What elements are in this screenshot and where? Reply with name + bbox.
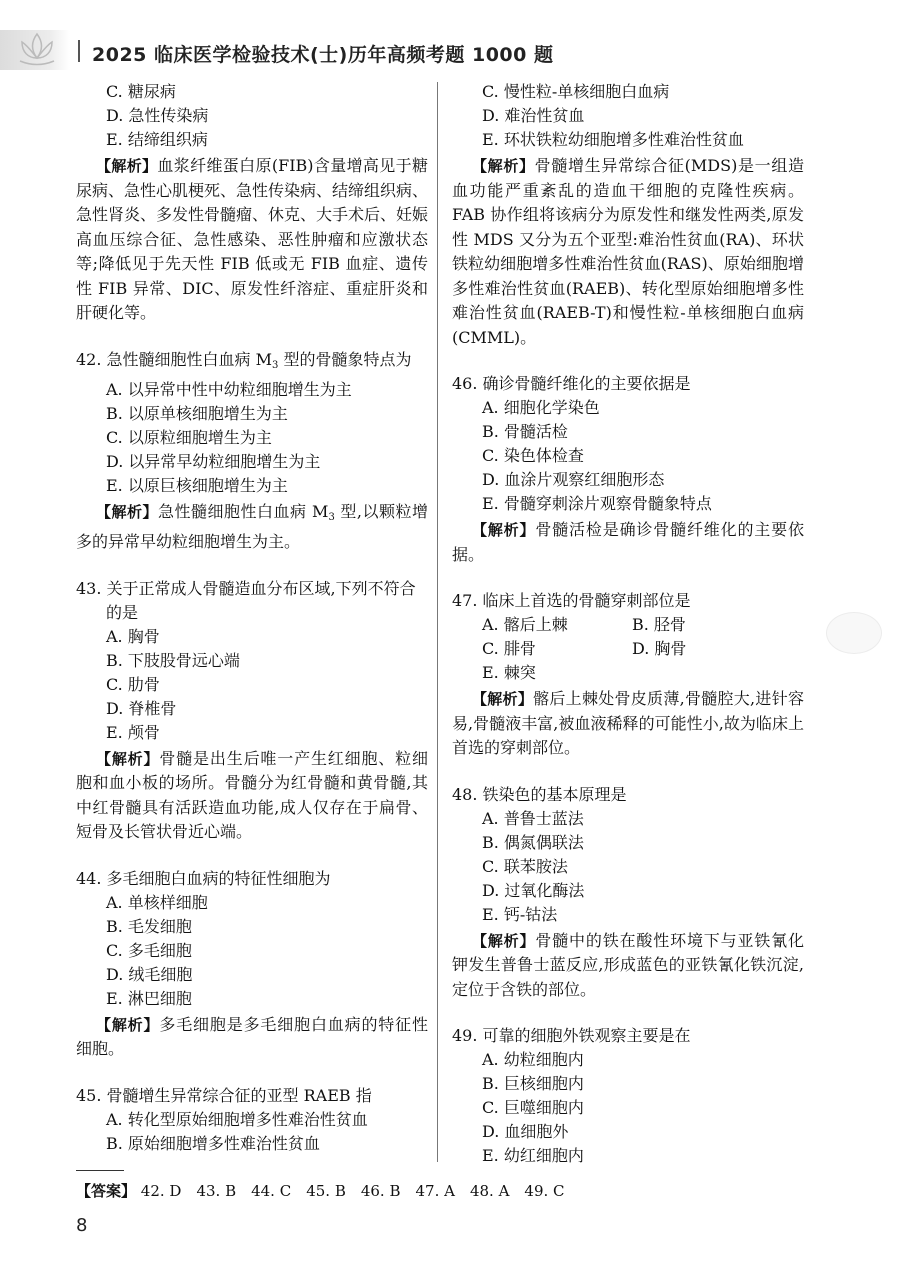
question-stem: 44. 多毛细胞白血病的特征性细胞为 xyxy=(76,868,331,888)
analysis-text: 急性髓细胞性白血病 M xyxy=(158,501,329,521)
analysis-text: 骨髓是出生后唯一产生红细胞、粒细胞和血小板的场所。骨髓分为红骨髓和黄骨髓,其中红骨髓具有活跃造血功能,成人仅存在于扁骨、短骨及长管状骨近心端。 xyxy=(76,748,428,841)
option-row xyxy=(452,637,804,661)
analysis-label: 【解析】 xyxy=(472,521,536,539)
option-c: C. 多毛细胞 xyxy=(106,940,192,960)
option-d: D. 脊椎骨 xyxy=(106,698,177,718)
question-44 xyxy=(76,867,428,1062)
answer-key-text: 42. D 43. B 44. C 45. B 46. B 47. A 48. A 49. C xyxy=(140,1182,565,1200)
question-stem: 48. 铁染色的基本原理是 xyxy=(452,784,627,804)
analysis xyxy=(452,154,804,350)
header-divider xyxy=(78,40,80,62)
question-stem: 46. 确诊骨髓纤维化的主要依据是 xyxy=(452,374,691,393)
book-title: 2025 临床医学检验技术(士)历年高频考题 1000 题 xyxy=(92,44,554,66)
analysis-text: 骨髓活检是确诊骨髓纤维化的主要依据。 xyxy=(452,520,804,564)
option-a: A. 幼粒细胞内 xyxy=(482,1050,584,1069)
option-b: B. 巨核细胞内 xyxy=(482,1074,584,1093)
option-a: A. 细胞化学染色 xyxy=(482,398,600,417)
stem-subscript: 3 xyxy=(272,359,279,371)
analysis-label: 【解析】 xyxy=(96,1015,160,1034)
option-e: E. 环状铁粒幼细胞增多性难治性贫血 xyxy=(482,130,744,149)
footnote-rule xyxy=(76,1170,124,1171)
stem-part: 型的骨髓象特点为 xyxy=(278,349,412,369)
option-b: B. 毛发细胞 xyxy=(106,916,192,936)
analysis-text: 骨髓增生异常综合征(MDS)是一组造血功能严重紊乱的造血干细胞的克隆性疾病。FAB 协作组将该病分为原发性和继发性两类,原发性 MDS 又分为五个亚型:难治性贫血(RA)、环状铁粒幼细胞增多性难治性贫血(RAS)、原始细胞增多性难治性贫血(RAEB)、转化型原始细胞增多性难治性贫血(RAEB-T)和慢性粒-单核细胞白血病(CMML)。 xyxy=(452,156,804,347)
analysis-label: 【解析】 xyxy=(472,931,536,950)
stem-part: 42. 急性髓细胞性白血病 M xyxy=(76,349,273,369)
analysis-label: 【解析】 xyxy=(472,690,534,708)
analysis xyxy=(452,929,804,1003)
option-b: B. 原始细胞增多性难治性贫血 xyxy=(106,1133,320,1153)
page-header xyxy=(0,0,900,78)
option-a: A. 胸骨 xyxy=(106,626,160,646)
option-a: A. 髂后上棘 xyxy=(482,615,568,634)
analysis xyxy=(76,747,428,845)
option-e: E. 颅骨 xyxy=(106,722,160,742)
option-a: A. 转化型原始细胞增多性难治性贫血 xyxy=(106,1109,368,1129)
option-e: E. 棘突 xyxy=(482,663,536,682)
option-d: D. 绒毛细胞 xyxy=(106,964,193,984)
analysis-label: 【解析】 xyxy=(96,749,160,768)
question-45 xyxy=(76,1084,428,1156)
analysis-text: 血浆纤维蛋白原(FIB)含量增高见于糖尿病、急性心肌梗死、急性传染病、结缔组织病、急性肾炎、多发性骨髓瘤、休克、大手术后、妊娠高血压综合征、急性感染、恶性肿瘤和应激状态等;降低见于先天性 FIB 低或无 FIB 血症、遗传性 FIB 异常、DIC、原发性纤溶症、重症肝炎和肝硬化等。 xyxy=(76,156,429,322)
option-d: D. 过氧化酶法 xyxy=(482,880,585,900)
option-b: B. 下肢股骨远心端 xyxy=(106,650,240,670)
option-a: A. 普鲁士蓝法 xyxy=(482,808,584,828)
option-e: E. 骨髓穿刺涂片观察骨髓象特点 xyxy=(482,494,712,513)
question-48 xyxy=(452,783,804,1003)
option-d: D. 胸骨 xyxy=(632,639,687,658)
analysis-text: 型,以颗粒增多的异常早幼粒细胞增生为主。 xyxy=(76,501,428,551)
option-e: E. 幼红细胞内 xyxy=(482,1146,584,1165)
question-42 xyxy=(76,348,428,555)
column-divider xyxy=(437,82,438,1162)
question-41-tail xyxy=(76,80,428,326)
option-c: C. 以原粒细胞增生为主 xyxy=(106,427,272,447)
option-d: D. 以异常早幼粒细胞增生为主 xyxy=(106,451,321,471)
option-row xyxy=(452,613,804,637)
option-b: B. 以原单核细胞增生为主 xyxy=(106,403,288,423)
question-45-continued xyxy=(452,80,804,350)
option-e: E. 淋巴细胞 xyxy=(106,988,192,1008)
page-number: 8 xyxy=(76,1215,88,1236)
option-c: C. 糖尿病 xyxy=(106,82,176,101)
analysis xyxy=(76,500,428,555)
left-column xyxy=(76,80,428,1172)
analysis-label: 【解析】 xyxy=(96,157,158,175)
option-d: D. 血涂片观察红细胞形态 xyxy=(482,470,665,489)
option-e: E. 钙-钴法 xyxy=(482,904,558,924)
analysis xyxy=(76,1013,428,1062)
lotus-logo-icon xyxy=(14,28,60,68)
analysis-text: 骨髓中的铁在酸性环境下与亚铁氰化钾发生普鲁士蓝反应,形成蓝色的亚铁氰化铁沉淀,定位于含铁的部位。 xyxy=(452,930,804,999)
question-49 xyxy=(452,1024,804,1168)
option-c: C. 联苯胺法 xyxy=(482,856,568,876)
question-47 xyxy=(452,589,804,761)
option-d: D. 难治性贫血 xyxy=(482,106,585,125)
right-column xyxy=(452,80,804,1184)
option-e: E. 结缔组织病 xyxy=(106,130,208,149)
watermark-logo xyxy=(826,612,882,654)
option-c: C. 慢性粒-单核细胞白血病 xyxy=(482,82,670,101)
question-stem: 49. 可靠的细胞外铁观察主要是在 xyxy=(452,1026,691,1045)
option-c: C. 腓骨 xyxy=(482,639,536,658)
question-stem: 47. 临床上首选的骨髓穿刺部位是 xyxy=(452,591,691,610)
option-b: B. 骨髓活检 xyxy=(482,422,568,441)
question-stem: 45. 骨髓增生异常综合征的亚型 RAEB 指 xyxy=(76,1085,372,1105)
option-d: D. 急性传染病 xyxy=(106,106,209,125)
analysis-text: 多毛细胞是多毛细胞白血病的特征性细胞。 xyxy=(76,1014,428,1058)
question-stem xyxy=(76,348,428,378)
option-c: C. 巨噬细胞内 xyxy=(482,1098,584,1117)
option-e: E. 以原巨核细胞增生为主 xyxy=(106,475,288,495)
answer-key xyxy=(76,1180,565,1201)
analysis xyxy=(76,154,428,326)
analysis xyxy=(452,518,804,567)
option-b: B. 偶氮偶联法 xyxy=(482,832,584,852)
option-c: C. 染色体检查 xyxy=(482,446,584,465)
option-a: A. 以异常中性中幼粒细胞增生为主 xyxy=(106,379,352,399)
analysis-label: 【解析】 xyxy=(472,157,535,175)
option-b: B. 胫骨 xyxy=(632,615,686,634)
answer-key-label: 【答案】 xyxy=(76,1182,137,1200)
option-c: C. 肋骨 xyxy=(106,674,160,694)
question-stem: 43. 关于正常成人骨髓造血分布区域,下列不符合的是 xyxy=(76,578,416,622)
analysis-text: 髂后上棘处骨皮质薄,骨髓腔大,进针容易,骨髓液丰富,被血液稀释的可能性小,故为临床上首选的穿刺部位。 xyxy=(452,689,804,757)
question-43 xyxy=(76,577,428,845)
analysis-subscript: 3 xyxy=(328,511,335,523)
analysis-label: 【解析】 xyxy=(96,502,158,521)
option-d: D. 血细胞外 xyxy=(482,1122,569,1141)
option-a: A. 单核样细胞 xyxy=(106,892,208,912)
analysis xyxy=(452,687,804,761)
question-46 xyxy=(452,372,804,567)
